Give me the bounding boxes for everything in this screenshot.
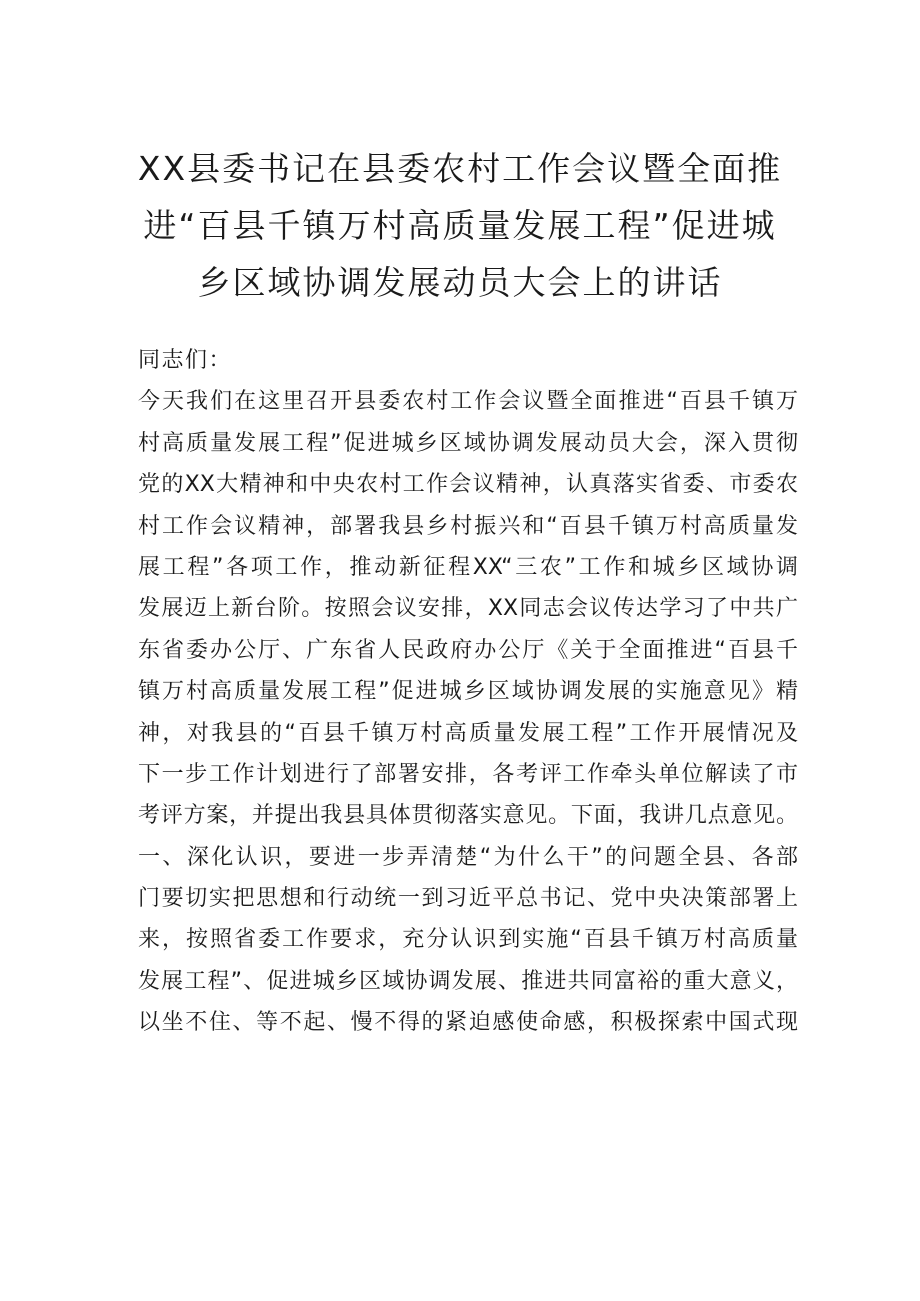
body-line: 门要切实把思想和行动统一到习近平总书记、党中央决策部署上 <box>138 886 798 912</box>
body-line: 今天我们在这里召开县委农村工作会议暨全面推进“百县千镇万 <box>138 389 798 415</box>
body-line: 村工作会议精神，部署我县乡村振兴和“百县千镇万村高质量发 <box>138 513 798 539</box>
body-line: 以坐不住、等不起、慢不得的紧迫感使命感，积极探索中国式现 <box>138 1010 798 1036</box>
body-line: 展工程”各项工作，推动新征程XX“三农”工作和城乡区域协调 <box>138 554 798 580</box>
body-line: 神，对我县的“百县千镇万村高质量发展工程”工作开展情况及 <box>138 720 798 746</box>
document-title <box>130 140 790 311</box>
body-line: 东省委办公厅、广东省人民政府办公厅《关于全面推进“百县千 <box>138 637 798 663</box>
body-line: 发展迈上新台阶。按照会议安排，XX同志会议传达学习了中共广 <box>138 596 798 622</box>
body-line: 村高质量发展工程”促进城乡区域协调发展动员大会，深入贯彻 <box>138 430 798 456</box>
document-body <box>138 340 798 1044</box>
body-line: 下一步工作计划进行了部署安排，各考评工作牵头单位解读了市 <box>138 761 798 787</box>
body-line: 镇万村高质量发展工程”促进城乡区域协调发展的实施意见》精 <box>138 679 798 705</box>
body-line: 考评方案，并提出我县具体贯彻落实意见。下面，我讲几点意见。 <box>138 803 798 829</box>
title-line: 进“百县千镇万村高质量发展工程”促进城 <box>143 206 777 245</box>
title-line: 乡区域协调发展动员大会上的讲话 <box>197 263 723 302</box>
body-line: 党的XX大精神和中央农村工作会议精神，认真落实省委、市委农 <box>138 472 798 498</box>
body-line: 来，按照省委工作要求，充分认识到实施“百县千镇万村高质量 <box>138 927 798 953</box>
body-line: 一、深化认识，要进一步弄清楚“为什么干”的问题全县、各部 <box>138 844 798 870</box>
title-line: XX县委书记在县委农村工作会议暨全面推 <box>137 149 783 188</box>
greeting: 同志们： <box>138 348 233 373</box>
body-line: 发展工程”、促进城乡区域协调发展、推进共同富裕的重大意义， <box>138 968 798 994</box>
